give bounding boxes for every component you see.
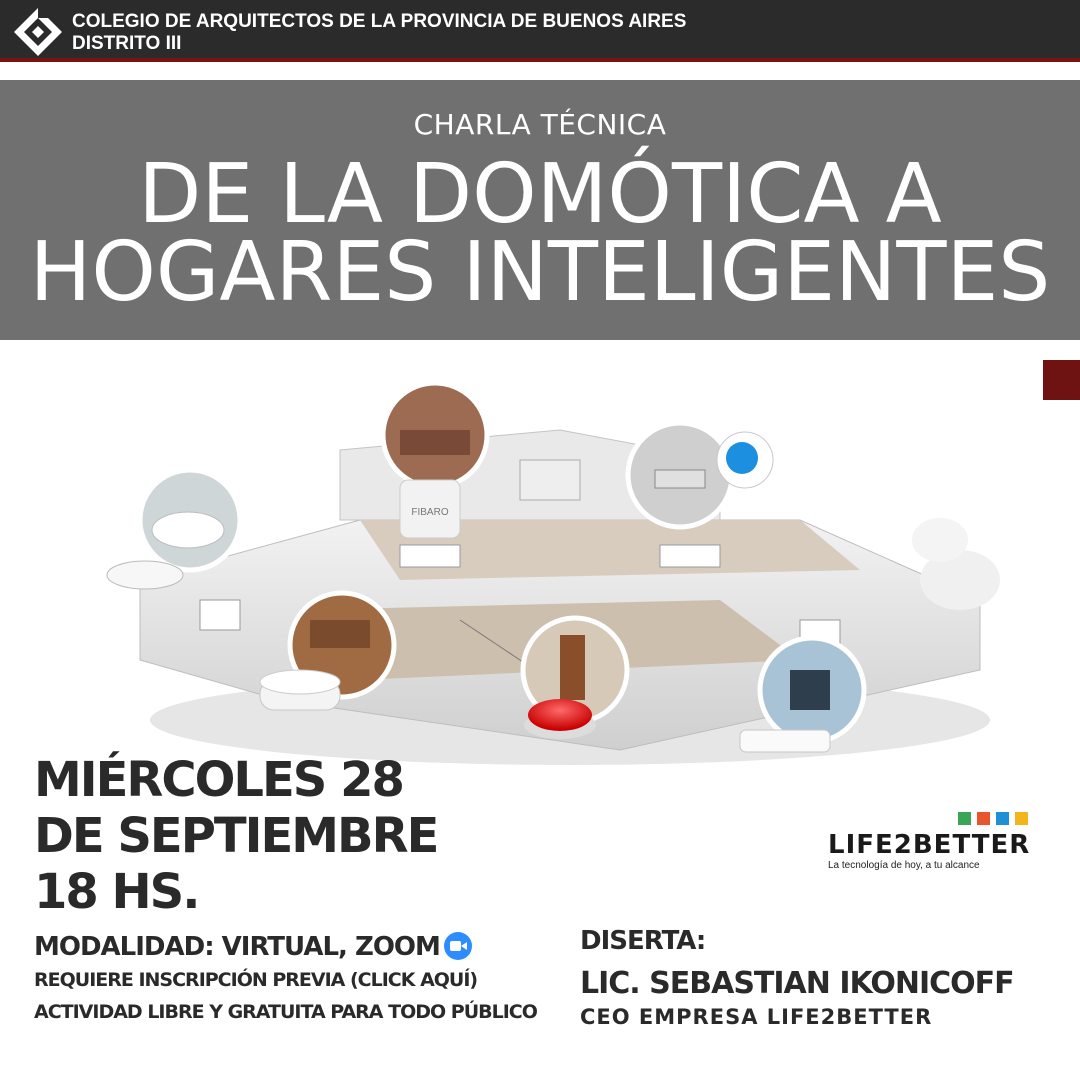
zoom-icon <box>444 932 472 960</box>
title-line2: HOGARES INTELIGENTES <box>29 225 1051 320</box>
speaker-name: LIC. SEBASTIAN IKONICOFF <box>580 966 1014 1001</box>
date-line2: DE SEPTIEMBRE <box>34 808 438 864</box>
free-activity-note: ACTIVIDAD LIBRE Y GRATUITA PARA TODO PÚBLICO <box>34 1001 537 1023</box>
brand-square-green <box>958 812 971 825</box>
date-line3: 18 HS. <box>34 864 199 920</box>
brand-name-part1: LIFE <box>828 830 894 860</box>
speaker-role: CEO EMPRESA LIFE2BETTER <box>580 1005 933 1029</box>
modality-text: MODALIDAD: VIRTUAL, ZOOM <box>34 932 440 962</box>
event-date <box>34 752 437 920</box>
registration-link[interactable]: REQUIERE INSCRIPCIÓN PREVIA (CLICK AQUÍ) <box>34 969 478 991</box>
header-bar <box>0 0 1080 62</box>
brand-tagline: La tecnología de hoy, a tu alcance <box>828 860 980 871</box>
speaker-label: DISERTA: <box>580 926 706 956</box>
brand-color-squares <box>958 812 1034 830</box>
life2better-logo <box>826 812 1046 872</box>
brand-name <box>828 830 1030 860</box>
colegio-logo-icon <box>12 6 64 58</box>
org-name-line2: DISTRITO III <box>72 33 182 54</box>
brand-name-part3: BETTER <box>912 830 1031 860</box>
fibaro-badge-text: FIBARO <box>411 507 449 518</box>
date-line1: MIÉRCOLES 28 <box>34 752 403 808</box>
accent-square <box>1043 360 1080 400</box>
title-band <box>0 80 1080 340</box>
smart-home-cutaway-illustration <box>100 370 1000 800</box>
org-name <box>72 11 686 55</box>
brand-square-blue <box>996 812 1009 825</box>
modality-line <box>34 930 537 964</box>
brand-square-orange <box>977 812 990 825</box>
speaker-block <box>580 924 1014 1030</box>
title-line1: DE LA DOMÓTICA A <box>138 147 942 242</box>
modality-block <box>34 930 537 1028</box>
talk-type: CHARLA TÉCNICA <box>413 108 667 141</box>
org-name-line1: COLEGIO DE ARQUITECTOS DE LA PROVINCIA DE BUENOS AIRES <box>72 11 687 32</box>
brand-square-yellow <box>1015 812 1028 825</box>
brand-name-part2: 2 <box>893 830 913 860</box>
